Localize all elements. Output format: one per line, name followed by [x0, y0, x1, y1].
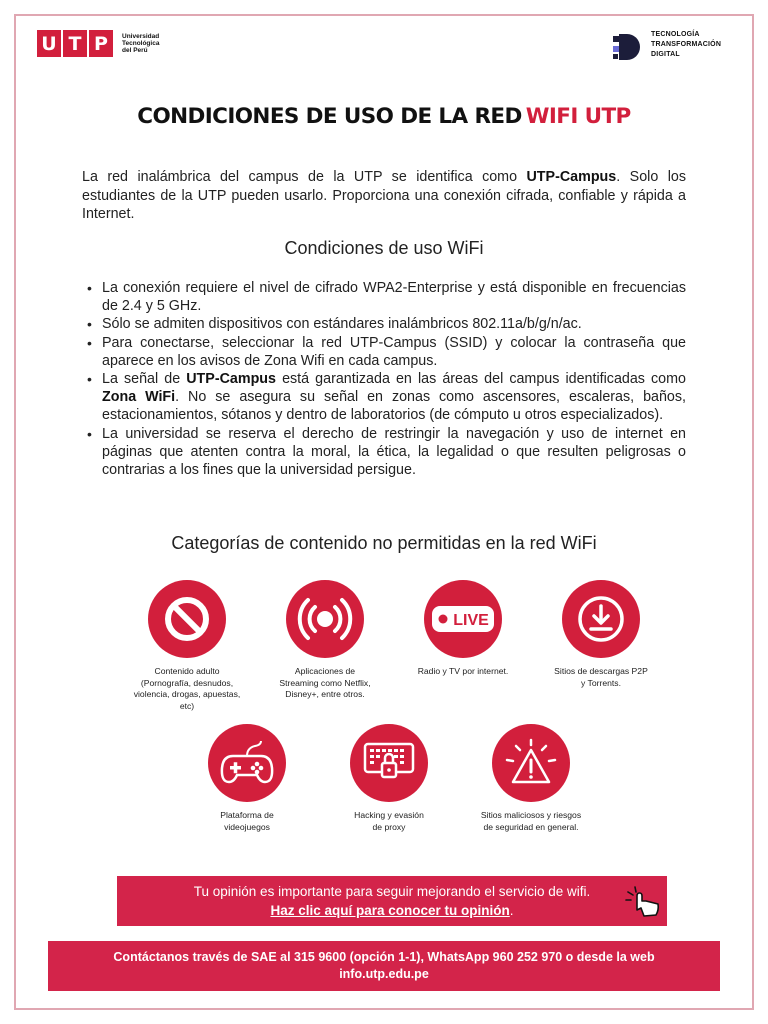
warning-icon: [492, 724, 570, 802]
list-item: • La conexión requiere el nivel de cifrado WPA2-Enterprise y está disponible en frecuencias de 2.4 y 5 GHz.: [82, 279, 686, 315]
td-line: TRANSFORMACIÓN: [651, 41, 722, 48]
list-item: • La universidad se reserva el derecho de restringir la navegación y uso de internet en páginas que atenten contra la moral, la ética, la legalidad o que resulten peligrosas o contrarias a los fines que la universidad persigue.: [82, 425, 686, 480]
utp-subtitle-line: Tecnológica: [122, 40, 160, 47]
list-item: • Para conectarse, seleccionar la red UTP-Campus (SSID) y colocar la contraseña que aparece en los avisos de Zona Wifi en cada campus.: [82, 334, 686, 370]
td-line: TECNOLOGÍA: [651, 31, 700, 38]
list-item: • Sólo se admiten dispositivos con estándares inalámbricos 802.11a/b/g/n/ac.: [82, 315, 686, 333]
feedback-link[interactable]: Haz clic aquí para conocer tu opinión: [270, 903, 510, 918]
list-item: [82, 370, 686, 425]
category-label: [177, 810, 317, 833]
footer-website[interactable]: info.utp.edu.pe: [339, 967, 429, 981]
category-hacking: [319, 724, 459, 833]
label-line: Aplicaciones de: [294, 666, 356, 676]
category-label: [461, 810, 601, 833]
item-bold: Zona WiFi: [102, 389, 176, 406]
utp-subtitle-line: Universidad: [122, 33, 160, 40]
click-hand-icon: [625, 886, 661, 918]
label-line: violencia, drogas, apuestas,: [133, 689, 241, 699]
categories-heading: Categorías de contenido no permitidas en la red WiFi: [171, 533, 597, 553]
page-frame: [14, 14, 754, 1010]
utp-letter: P: [89, 30, 113, 57]
feedback-dot: .: [509, 903, 514, 918]
item-bold: UTP-Campus: [186, 371, 276, 388]
item-text: La señal de: [102, 371, 187, 388]
feedback-banner[interactable]: [117, 876, 667, 926]
category-malicious: [461, 724, 601, 833]
utp-letter: U: [37, 30, 61, 57]
label-line: Sitios de descargas P2P: [554, 666, 648, 676]
gamepad-icon: [208, 724, 286, 802]
label-line: Radio y TV por internet.: [417, 666, 509, 676]
category-label: [531, 666, 671, 689]
label-line: y Torrents.: [581, 677, 621, 688]
conditions-heading: Condiciones de uso WiFi: [284, 238, 484, 258]
intro-text: La red inalámbrica del campus de la UTP se identifica como: [82, 169, 527, 185]
footer-line: Contáctanos través de SAE al 315 9600 (opción 1-1), WhatsApp 960 252 970 o desde la web: [113, 950, 655, 964]
label-line: Disney+, entre otros.: [285, 689, 365, 699]
td-line: DIGITAL: [651, 51, 680, 58]
broadcast-icon: [286, 580, 364, 658]
utp-subtitle: [122, 33, 168, 54]
title-accent: WIFI UTP: [525, 104, 631, 129]
category-adult: [117, 580, 257, 712]
label-line: Hacking y evasión: [354, 810, 424, 820]
label-line: de proxy: [372, 821, 406, 832]
category-radio: [393, 580, 533, 678]
utp-letters: [37, 30, 115, 57]
category-label: [393, 666, 533, 678]
label-line: Streaming como Netflix,: [279, 677, 371, 688]
intro-text: . Solo los estudiantes de la UTP pueden usarlo. Proporciona una conexión cifrada, confiable y rápida a Internet.: [82, 169, 686, 222]
label-line: etc): [179, 700, 195, 711]
category-streaming: [255, 580, 395, 701]
utp-logo: [37, 30, 168, 57]
keyboard-lock-icon: [350, 724, 428, 802]
item-text: está garantizada en las áreas del campus identificadas como: [276, 371, 686, 388]
label-line: Contenido adulto: [154, 666, 220, 676]
label-line: (Pornografía, desnudos,: [140, 677, 234, 688]
label-line: videojuegos: [224, 821, 270, 832]
title-main: CONDICIONES DE USO DE LA RED: [137, 104, 522, 129]
live-text: LIVE: [453, 612, 489, 629]
download-icon: [562, 580, 640, 658]
intro-paragraph: [82, 168, 686, 224]
category-label: [255, 666, 395, 701]
feedback-text: Tu opinión es importante para seguir mejorando el servicio de wifi.: [193, 884, 591, 899]
td-mark-icon: [613, 32, 643, 62]
contact-footer: [48, 941, 720, 991]
utp-letter: T: [63, 30, 87, 57]
category-downloads: [531, 580, 671, 689]
intro-ssid: UTP-Campus: [526, 169, 617, 185]
prohibited-icon: [148, 580, 226, 658]
category-label: [319, 810, 459, 833]
category-label: [117, 666, 257, 712]
category-games: [177, 724, 317, 833]
conditions-list: [82, 279, 686, 479]
item-text: . No se asegura su señal en zonas como ascensores, escaleras, baños, estacionamientos, sótanos y dentro de laboratorios (de cómputo u otros especializados).: [102, 389, 686, 424]
label-line: Sitios maliciosos y riesgos: [480, 810, 582, 820]
live-icon: [424, 580, 502, 658]
page-title: [0, 104, 768, 129]
td-logo: [613, 32, 721, 62]
label-line: Plataforma de: [220, 810, 274, 820]
td-text: [651, 30, 721, 60]
label-line: de seguridad en general.: [483, 821, 579, 832]
utp-subtitle-line: del Perú: [122, 47, 148, 54]
